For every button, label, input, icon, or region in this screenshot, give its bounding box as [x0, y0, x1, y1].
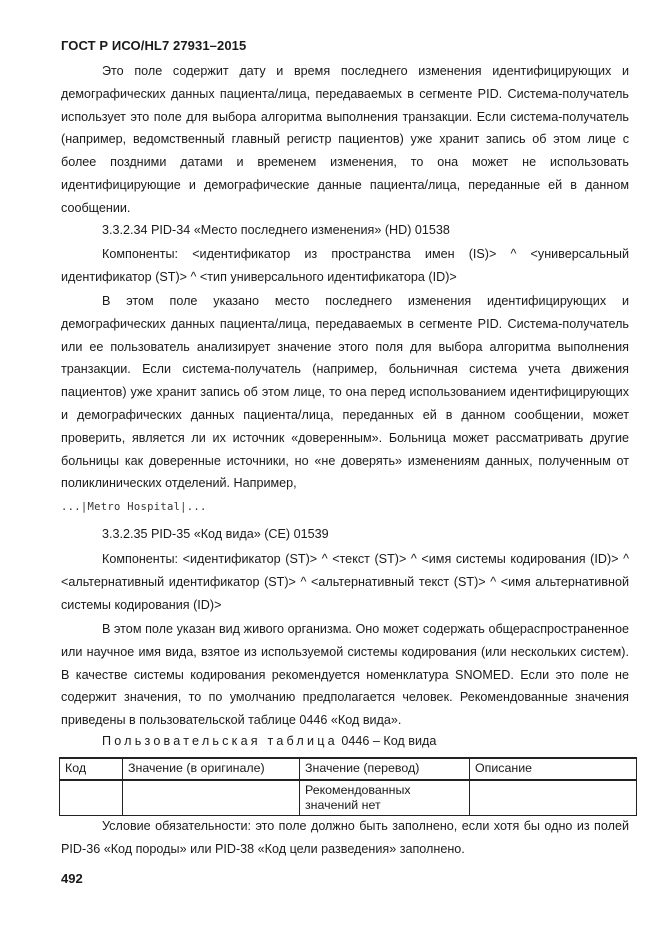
table-caption-number: 0446 [341, 734, 370, 748]
page-number: 492 [61, 871, 83, 886]
paragraph-requirement-condition: Условие обязательности: это поле должно быть заполнено, если хотя бы одно из полей PID-36 «Код породы» или PID-38 «Код цели разведения» заполнено. [61, 819, 629, 856]
table-header-cell: Значение (перевод) [300, 758, 470, 780]
paragraph-last-update-facility: В этом поле указано место последнего изменения идентифицирующих и демографических данных пациента/лица, передаваемых в сегменте PID. Система-получатель или ее пользователь анализирует значение этого поля для выбора алгоритма выполнения транзакции. Если система-получатель (например, больничная система учета движения пациентов) уже хранит запись об этом лице, то она перед использованием идентифицирующих и демографических данных пациента/лица, переданных ей в данном сообщении, может проверить, является ли их источник «доверенным». Больница может рассматривать другие больницы как доверенные источники, но «не доверять» изменениям данных, полученным от поликлинических отделений. Например, [61, 294, 629, 491]
table-header-row [60, 758, 637, 780]
table-cell [470, 780, 637, 816]
table-header-cell: Значение (в оригинале) [123, 758, 300, 780]
standard-header: ГОСТ Р ИСО/HL7 27931–2015 [61, 38, 247, 53]
table-caption [102, 734, 436, 748]
species-code-table [59, 757, 637, 816]
table-caption-label: Пользовательская таблица [102, 734, 338, 748]
table-cell [123, 780, 300, 816]
section-heading-pid-35: 3.3.2.35 PID-35 «Код вида» (CE) 01539 [102, 527, 329, 541]
paragraph-last-update-datetime: Это поле содержит дату и время последнего изменения идентифицирующих и демографических данных пациента/лица, передаваемых в сегменте PID. Система-получатель использует это поле для выбора алгоритма выполнения транзакции. Если система-получатель (например, ведомственный главный регистр пациентов) уже хранит запись об этом лице с более поздними датами и временем изменения, то она может не использовать идентифицирующие и демографические данные пациента/лица, переданные ей в данном сообщении. [61, 64, 629, 215]
table-caption-title: Код вида [383, 734, 437, 748]
paragraph-pid-34-components: Компоненты: <идентификатор из пространства имен (IS)> ^ <универсальный идентификатор (ST)> ^ <тип универсального идентификатора (ID)> [61, 247, 629, 284]
table-row [60, 780, 637, 816]
table-caption-dash: – [372, 734, 380, 748]
code-example: ...|Metro Hospital|... [61, 501, 207, 513]
table-header-cell: Описание [470, 758, 637, 780]
table-cell: Рекомендованных значений нет [300, 780, 470, 816]
section-heading-pid-34: 3.3.2.34 PID-34 «Место последнего изменения» (HD) 01538 [102, 223, 450, 237]
table-header-cell: Код [60, 758, 123, 780]
table-cell [60, 780, 123, 816]
paragraph-species-code: В этом поле указан вид живого организма. Оно может содержать общераспространенное или научное имя вида, взятое из используемой системы кодирования (или нескольких систем). В качестве системы кодирования рекомендуется номенклатура SNOMED. Если это поле не содержит значения, то по умолчанию предполагается человек. Рекомендованные значения приведены в пользовательской таблице 0446 «Код вида». [61, 622, 629, 728]
paragraph-pid-35-components: Компоненты: <идентификатор (ST)> ^ <текст (ST)> ^ <имя системы кодирования (ID)> ^ <альтернативный идентификатор (ST)> ^ <альтернативный текст (ST)> ^ <имя альтернативной системы кодирования (ID)> [61, 552, 629, 612]
